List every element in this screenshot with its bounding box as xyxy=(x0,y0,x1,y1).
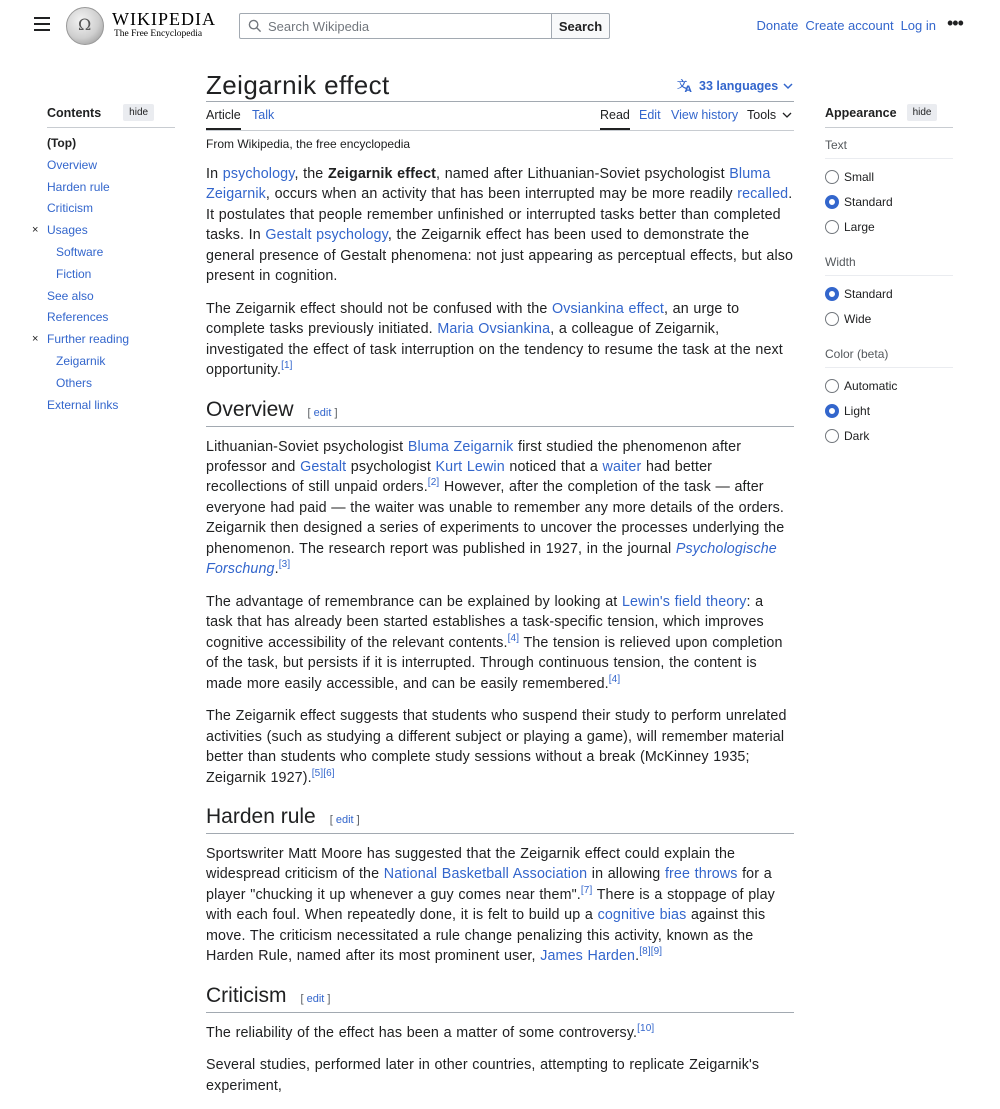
text-run: Lithuanian-Soviet psychologist xyxy=(206,438,408,455)
toc-item xyxy=(47,307,175,329)
wiki-link[interactable]: cognitive bias xyxy=(597,907,687,924)
text-run: , a colleague of Zeigarnik, investigated the effect of task interruption on the tendency to resume the task at the next opportunity. xyxy=(206,321,783,379)
group-spacer xyxy=(825,331,953,337)
bracket: ] xyxy=(327,992,331,1005)
tab-tools[interactable] xyxy=(747,108,792,130)
toc-toggle-icon[interactable]: × xyxy=(32,333,39,346)
text-run: psychologist xyxy=(346,458,436,475)
svg-text:A: A xyxy=(684,84,692,96)
toc-link[interactable]: (Top) xyxy=(47,136,77,150)
text-run: The Zeigarnik effect suggests that students who suspend their study to perform unrelated activities (such as studying a different subject or playing a game), will remember material better than students who complete study sessions without a break (McKinney 1935; Zeigarnik 1927). xyxy=(206,708,787,786)
toc-link[interactable]: Others xyxy=(56,375,93,390)
toc-link[interactable]: Further reading xyxy=(47,332,130,347)
option-label: Wide xyxy=(844,311,872,326)
text-run: In xyxy=(206,166,223,182)
text-run: . xyxy=(274,561,279,577)
toc-link[interactable]: Usages xyxy=(47,223,88,238)
tools-label: Tools xyxy=(747,108,777,122)
section-edit xyxy=(330,814,360,826)
body-paragraph xyxy=(206,1023,794,1043)
text-run: , an urge to complete tasks previously initiated. xyxy=(206,300,740,338)
bracket: ] xyxy=(334,406,338,419)
toc-item xyxy=(47,286,175,308)
body-paragraph xyxy=(206,592,794,694)
toc-toggle-icon[interactable]: × xyxy=(32,224,39,237)
group-spacer xyxy=(825,448,953,454)
site-subtitle: From Wikipedia, the free encyclopedia xyxy=(206,137,411,151)
text-run: had better recollections of still unpaid orders. xyxy=(206,458,713,496)
svg-text:文: 文 xyxy=(677,80,688,91)
text-run: . xyxy=(635,948,640,965)
section-heading-overview xyxy=(206,398,794,427)
wiki-link[interactable]: Ovsiankina effect xyxy=(552,300,664,317)
bold-term: Zeigarnik effect xyxy=(327,166,437,182)
tab-article[interactable]: Article xyxy=(206,108,241,130)
wiki-link[interactable]: Bluma Zeigarnik xyxy=(206,166,771,203)
intro-paragraph xyxy=(206,299,794,381)
radio-button[interactable] xyxy=(825,379,839,393)
appearance-option[interactable] xyxy=(825,423,953,448)
wiki-link[interactable]: James Harden xyxy=(540,948,636,965)
create-account-link[interactable]: Create account xyxy=(805,18,894,33)
toc-link[interactable]: Overview xyxy=(47,157,98,172)
wikipedia-globe-logo[interactable] xyxy=(66,7,104,45)
section-edit xyxy=(308,407,338,419)
appearance-group-label: Width xyxy=(825,255,953,276)
donate-link[interactable]: Donate xyxy=(756,18,799,33)
text-run: The advantage of remembrance can be explained by looking at xyxy=(206,593,622,610)
search-field[interactable] xyxy=(239,13,552,39)
wiki-link[interactable]: recalled xyxy=(737,186,789,203)
appearance-hide-button[interactable]: hide xyxy=(907,104,938,121)
wiki-link[interactable]: psychology xyxy=(222,166,295,182)
toc-item xyxy=(47,133,175,155)
chevron-down-icon xyxy=(783,82,793,90)
toc-title: Contents xyxy=(47,105,102,120)
section-title: Overview xyxy=(206,397,294,421)
table-of-contents xyxy=(32,104,175,416)
toc-link[interactable]: Fiction xyxy=(56,266,92,281)
edit-link[interactable]: edit xyxy=(335,814,354,827)
toc-item xyxy=(47,242,175,264)
appearance-option[interactable] xyxy=(825,306,953,331)
section-heading-harden-rule xyxy=(206,805,794,834)
toc-link[interactable]: Criticism xyxy=(47,201,93,216)
appearance-group-label: Text xyxy=(825,138,953,159)
search-input[interactable] xyxy=(268,19,538,34)
tab-edit[interactable]: Edit xyxy=(639,108,661,122)
bracket: [ xyxy=(300,992,304,1005)
wiki-link[interactable]: free throws xyxy=(664,866,738,883)
text-run: , the xyxy=(294,166,328,182)
text-run: against this move. The criticism necessitated a rule change penalizing this activity, known as the Harden Rule, named after its most prominent user, xyxy=(206,907,766,965)
page-title: Zeigarnik effect xyxy=(206,70,390,100)
radio-button[interactable] xyxy=(825,287,839,301)
section-title: Harden rule xyxy=(206,805,316,829)
option-label: Small xyxy=(844,169,875,184)
search-icon xyxy=(248,19,262,33)
site-header xyxy=(0,0,1000,52)
text-run: for a player "chucking it up whenever a guy comes near them". xyxy=(206,866,772,903)
option-label: Automatic xyxy=(844,378,898,393)
bracket: [ xyxy=(329,814,333,827)
body-paragraph xyxy=(206,706,794,788)
text-run: The Zeigarnik effect should not be confused with the xyxy=(206,300,552,317)
text-run: There is a stoppage of play with each foul. When repeatedly done, it is felt to build up a xyxy=(206,886,775,924)
wikipedia-wordmark[interactable]: WIKIPEDIA xyxy=(112,9,216,29)
tab-talk[interactable]: Talk xyxy=(252,108,275,122)
toc-item xyxy=(47,373,175,395)
citation-link[interactable]: [5][6] xyxy=(311,767,335,779)
toc-item xyxy=(47,198,175,220)
body-paragraph xyxy=(206,437,794,580)
languages-button[interactable] xyxy=(677,78,793,96)
appearance-groups xyxy=(825,138,953,454)
body-paragraph xyxy=(206,1055,794,1096)
text-run: , named after Lithuanian-Soviet psychologist xyxy=(436,166,730,182)
option-label: Large xyxy=(844,219,875,234)
radio-button[interactable] xyxy=(825,170,839,184)
appearance-title: Appearance xyxy=(825,105,897,120)
wiki-link[interactable]: National Basketball Association xyxy=(383,866,588,883)
radio-button[interactable] xyxy=(825,195,839,209)
appearance-option[interactable] xyxy=(825,281,953,306)
edit-link[interactable]: edit xyxy=(313,406,332,419)
body-paragraph xyxy=(206,844,794,966)
radio-button[interactable] xyxy=(825,429,839,443)
appearance-group-label: Color (beta) xyxy=(825,347,953,368)
language-icon xyxy=(677,78,694,96)
appearance-option[interactable] xyxy=(825,373,953,398)
ellipsis-icon[interactable]: ••• xyxy=(947,13,963,33)
citation-link[interactable]: [8][9] xyxy=(639,946,663,958)
search-button[interactable]: Search xyxy=(551,13,610,39)
toc-item xyxy=(47,351,175,373)
toc-item xyxy=(32,329,175,351)
toc-list xyxy=(32,133,175,416)
toc-item xyxy=(47,395,175,417)
toc-item xyxy=(47,264,175,286)
toc-item xyxy=(32,220,175,242)
text-run: : a task that has already been started establishes a task-specific tension, which improves cognitive accessibility of the relevant contents. xyxy=(206,593,764,651)
article-body xyxy=(206,164,794,1109)
section-edit xyxy=(300,993,330,1005)
group-spacer xyxy=(825,239,953,245)
text-run: The reliability of the effect has been a matter of some controversy. xyxy=(206,1024,638,1041)
wiki-link[interactable]: Lewin's field theory xyxy=(621,593,747,610)
text-run: noticed that a xyxy=(504,458,603,475)
intro-paragraph xyxy=(206,164,794,286)
option-label: Standard xyxy=(844,286,893,301)
bracket: ] xyxy=(356,814,360,827)
wiki-link[interactable]: Gestalt psychology xyxy=(265,227,388,244)
text-run: first studied the phenomenon after professor and xyxy=(206,438,742,475)
main-menu-icon[interactable] xyxy=(34,17,50,31)
toc-item xyxy=(47,177,175,199)
wiki-link[interactable]: Maria Ovsiankina xyxy=(437,321,551,338)
toc-link[interactable]: References xyxy=(47,310,109,325)
citation-link[interactable]: [2] xyxy=(427,477,440,489)
toc-item xyxy=(47,155,175,177)
citation-link[interactable]: [10] xyxy=(637,1022,655,1034)
citation-link[interactable]: [7] xyxy=(580,885,593,897)
appearance-option[interactable] xyxy=(825,189,953,214)
section-heading-criticism xyxy=(206,984,794,1013)
citation-link[interactable]: [4] xyxy=(608,673,621,685)
appearance-option[interactable] xyxy=(825,214,953,239)
edit-link[interactable]: edit xyxy=(306,992,325,1005)
citation-link[interactable]: [4] xyxy=(507,632,520,644)
text-run: . It postulates that people remember unfinished or interrupted tasks better than completed tasks. In xyxy=(206,186,793,244)
text-run: , occurs when an activity that has been interrupted may be more readily xyxy=(265,186,738,203)
citation-link[interactable]: [1] xyxy=(281,360,293,372)
radio-button[interactable] xyxy=(825,220,839,234)
toc-link[interactable]: Zeigarnik xyxy=(56,353,106,368)
toc-hide-button[interactable]: hide xyxy=(123,104,154,121)
text-run: , the Zeigarnik effect has been used to demonstrate the general presence of Gestalt phenomena: not just appearing as perceptual effects, but also present in cognition. xyxy=(206,227,794,285)
wiki-link[interactable]: Bluma Zeigarnik xyxy=(407,438,514,455)
toc-link[interactable]: Harden rule xyxy=(47,179,110,194)
option-label: Standard xyxy=(844,194,893,209)
toc-link[interactable]: See also xyxy=(47,288,94,303)
toc-link[interactable]: External links xyxy=(47,397,119,412)
text-run: in allowing xyxy=(587,866,665,883)
wikipedia-tagline: The Free Encyclopedia xyxy=(114,29,203,39)
text-run: The tension is relieved upon completion of the task, but persists if it is interrupted. Through continuous tension, the content is made more easily accessible, and can be easily remembered. xyxy=(206,634,783,692)
text-run: Several studies, performed later in other countries, attempting to replicate Zeigarnik's experiment, xyxy=(206,1057,760,1094)
languages-count: 33 languages xyxy=(699,78,779,93)
user-links xyxy=(756,18,936,33)
chevron-down-icon xyxy=(782,111,792,119)
tab-view-history[interactable]: View history xyxy=(671,108,739,122)
bracket: [ xyxy=(307,406,311,419)
page-tabs xyxy=(206,108,794,130)
option-label: Light xyxy=(844,403,871,418)
option-label: Dark xyxy=(844,428,870,443)
radio-button[interactable] xyxy=(825,312,839,326)
login-link[interactable]: Log in xyxy=(900,18,936,33)
tab-read[interactable]: Read xyxy=(600,108,630,130)
section-title: Criticism xyxy=(206,983,287,1007)
appearance-option[interactable] xyxy=(825,398,953,423)
title-divider xyxy=(206,101,794,102)
wiki-link[interactable]: Kurt Lewin xyxy=(435,458,505,475)
tabs-divider xyxy=(206,130,794,131)
radio-button[interactable] xyxy=(825,404,839,418)
citation-link[interactable]: [3] xyxy=(278,559,291,571)
toc-link[interactable]: Software xyxy=(56,244,104,259)
wiki-link[interactable]: Gestalt xyxy=(300,458,347,475)
text-run: Sportswriter Matt Moore has suggested that the Zeigarnik effect could explain the widespread criticism of the xyxy=(206,846,736,883)
wiki-link[interactable]: Psychologische Forschung xyxy=(206,540,777,577)
appearance-panel xyxy=(825,104,953,454)
wiki-link[interactable]: waiter xyxy=(602,458,642,475)
appearance-option[interactable] xyxy=(825,164,953,189)
text-run: However, after the completion of the task — after everyone had paid — the waiter was unable to remember any more details of the orders. Zeigarnik then designed a series of experiments to uncover the processes underlying the phenomenon. The research report was published in 1927, in the journal xyxy=(206,479,785,557)
